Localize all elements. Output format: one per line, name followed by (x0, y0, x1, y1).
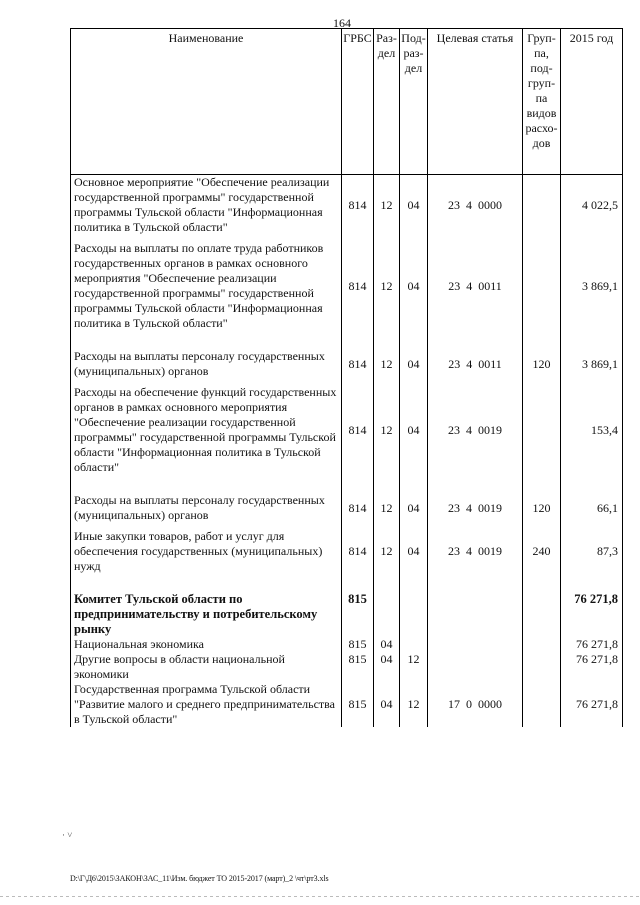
row-spacer (71, 475, 623, 493)
table-row (71, 652, 623, 682)
table-row (71, 592, 623, 637)
row-name: Расходы на выплаты персоналу государственных (муниципальных) органов (71, 493, 342, 523)
row-razdel: 04 (374, 637, 400, 652)
row-amount: 4 022,5 (561, 175, 623, 236)
header-name: Наименование (71, 29, 342, 175)
row-grbs: 815 (342, 592, 374, 637)
row-podrazdel: 04 (400, 175, 428, 236)
row-podrazdel: 04 (400, 385, 428, 475)
row-razdel: 04 (374, 652, 400, 682)
budget-table (70, 28, 623, 727)
header-podrazdel: Под-раз-дел (400, 29, 428, 175)
row-group (523, 241, 561, 331)
table-row (71, 241, 623, 331)
header-grbs: ГРБС (342, 29, 374, 175)
row-amount: 153,4 (561, 385, 623, 475)
row-razdel: 04 (374, 682, 400, 727)
row-razdel: 12 (374, 349, 400, 379)
row-podrazdel (400, 592, 428, 637)
row-podrazdel: 12 (400, 682, 428, 727)
row-group: 120 (523, 349, 561, 379)
row-target: 17 0 0000 (428, 682, 523, 727)
row-amount: 87,3 (561, 529, 623, 574)
row-target: 23 4 0019 (428, 493, 523, 523)
row-amount: 76 271,8 (561, 682, 623, 727)
row-name: Другие вопросы в области национальной экономики (71, 652, 342, 682)
row-amount: 3 869,1 (561, 349, 623, 379)
row-target (428, 592, 523, 637)
row-name: Расходы на обеспечение функций государственных органов в рамках основного мероприятия "Обеспечение реализации государственной программы" государственной программы Тульской области "Информационная политика в Тульской области" (71, 385, 342, 475)
table-row (71, 682, 623, 727)
table-row (71, 349, 623, 379)
row-name: Основное мероприятие "Обеспечение реализации государственной программы" государственной программы Тульской области "Информационная политика в Тульской области" (71, 175, 342, 236)
row-amount: 66,1 (561, 493, 623, 523)
row-razdel: 12 (374, 385, 400, 475)
row-name: Иные закупки товаров, работ и услуг для обеспечения государственных (муниципальных) нужд (71, 529, 342, 574)
table-header (71, 29, 623, 175)
row-razdel: 12 (374, 529, 400, 574)
row-group (523, 385, 561, 475)
header-razdel: Раз-дел (374, 29, 400, 175)
row-amount: 76 271,8 (561, 652, 623, 682)
row-podrazdel: 04 (400, 529, 428, 574)
row-target: 23 4 0011 (428, 349, 523, 379)
row-target: 23 4 0000 (428, 175, 523, 236)
row-razdel (374, 592, 400, 637)
row-spacer (71, 331, 623, 349)
row-grbs: 814 (342, 241, 374, 331)
row-grbs: 815 (342, 637, 374, 652)
row-amount: 3 869,1 (561, 241, 623, 331)
row-grbs: 814 (342, 175, 374, 236)
header-year: 2015 год (561, 29, 623, 175)
row-amount: 76 271,8 (561, 592, 623, 637)
row-grbs: 814 (342, 385, 374, 475)
row-name: Комитет Тульской области по предпринимательству и потребительскому рынку (71, 592, 342, 637)
page-number: 164 (333, 16, 351, 30)
row-razdel: 12 (374, 175, 400, 236)
row-group: 120 (523, 493, 561, 523)
row-grbs: 815 (342, 682, 374, 727)
row-target: 23 4 0019 (428, 529, 523, 574)
row-group (523, 175, 561, 236)
table-row (71, 175, 623, 236)
row-target (428, 652, 523, 682)
row-grbs: 815 (342, 652, 374, 682)
row-spacer (71, 574, 623, 592)
row-name: Расходы на выплаты по оплате труда работников государственных органов в рамках основного мероприятия "Обеспечение реализации государственной программы" государственной программы Тульской области "Информационная политика в Тульской области" (71, 241, 342, 331)
page-edge-line (0, 896, 640, 897)
row-grbs: 814 (342, 493, 374, 523)
row-name: Расходы на выплаты персоналу государственных (муниципальных) органов (71, 349, 342, 379)
row-target (428, 637, 523, 652)
row-name: Государственная программа Тульской области "Развитие малого и среднего предпринимательства в Тульской области" (71, 682, 342, 727)
row-amount: 76 271,8 (561, 637, 623, 652)
row-group (523, 682, 561, 727)
file-path: D:\Г\Д6\2015\ЗАКОН\ЗАС_11\Изм. бюджет ТО 2015-2017 (март)_2 \чт\рт3.xls (70, 874, 329, 883)
table-row (71, 493, 623, 523)
table-row (71, 385, 623, 475)
table-body (71, 175, 623, 728)
row-podrazdel: 04 (400, 349, 428, 379)
row-podrazdel: 04 (400, 241, 428, 331)
header-group: Груп-па, под-груп-па видов расхо-дов (523, 29, 561, 175)
row-group (523, 652, 561, 682)
table-row (71, 529, 623, 574)
row-razdel: 12 (374, 241, 400, 331)
row-grbs: 814 (342, 349, 374, 379)
row-podrazdel (400, 637, 428, 652)
row-group (523, 592, 561, 637)
row-target: 23 4 0011 (428, 241, 523, 331)
row-group: 240 (523, 529, 561, 574)
row-target: 23 4 0019 (428, 385, 523, 475)
table-row (71, 637, 623, 652)
row-name: Национальная экономика (71, 637, 342, 652)
header-target: Целевая статья (428, 29, 523, 175)
scan-marks: · ˅ (62, 830, 73, 840)
row-grbs: 814 (342, 529, 374, 574)
row-razdel: 12 (374, 493, 400, 523)
row-podrazdel: 12 (400, 652, 428, 682)
row-group (523, 637, 561, 652)
row-podrazdel: 04 (400, 493, 428, 523)
